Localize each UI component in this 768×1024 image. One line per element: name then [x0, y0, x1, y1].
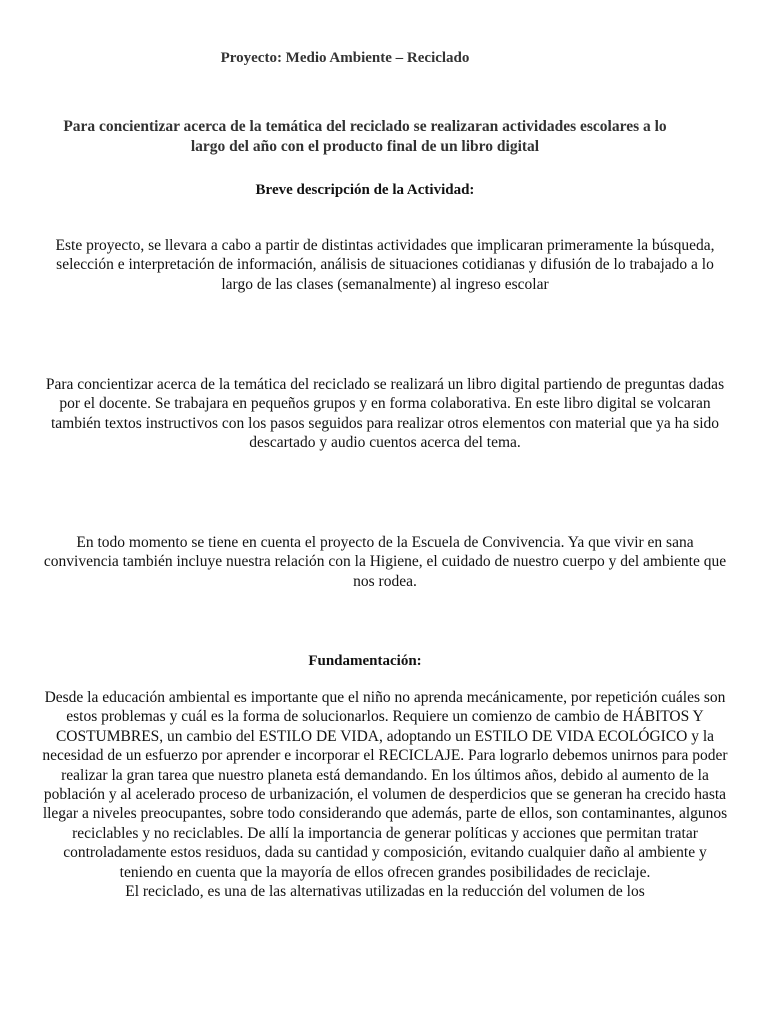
description-paragraph-2: Para concientizar acerca de la temática del reciclado se realizará un libro digital partiendo de preguntas dadas por el docente. Se trabajara en pequeños grupos y en forma colaborativa. En este libro digital se volcaran también textos instructivos con los pasos seguidos para realizar otros elementos con material que ya ha sido descartado y audio cuentos acerca del tema.: [45, 376, 725, 452]
description-paragraph-3: En todo momento se tiene en cuenta el proyecto de la Escuela de Convivencia. Ya que vivir en sana convivencia también incluye nuestra relación con la Higiene, el cuidado de nuestro cuerpo y del ambiente que nos rodea.: [43, 534, 727, 590]
intro-statement: Para concientizar acerca de la temática del reciclado se realizaran actividades escolares a lo largo del año con el producto final de un libro digital: [63, 118, 667, 155]
fundamentacion-paragraph: Desde la educación ambiental es importante que el niño no aprenda mecánicamente, por repetición cuáles son estos problemas y cuál es la forma de solucionarlos. Requiere un comienzo de cambio de HÁBITOS Y COSTUMBRES, un cambio del ESTILO DE VIDA, adoptando un ESTILO DE VIDA ECOLÓGICO y la necesidad de un esfuerzo por aprender e incorporar el RECICLAJE. Para lograrlo debemos unirnos para poder realizar la gran tarea que nuestro planeta está demandando. En los últimos años, debido al aumento de la población y al acelerado proceso de urbanización, el volumen de desperdicios que se generan ha crecido hasta llegar a niveles preocupantes, sobre todo considerando que además, parte de ellos, son contaminantes, algunos reciclables y no reciclables. De allí la importancia de generar políticas y acciones que permitan tratar controladamente estos residuos, dada su cantidad y composición, evitando cualquier daño al ambiente y teniendo en cuenta que la mayoría de ellos ofrecen grandes posibilidades de reciclaje. El reciclado, es una de las alternativas utilizadas en la reducción del volumen de los: [42, 689, 728, 901]
description-paragraph-1: Este proyecto, se llevara a cabo a partir de distintas actividades que implicaran primeramente la búsqueda, selección e interpretación de información, análisis de situaciones cotidianas y difusión de lo trabajado a lo largo de las clases (semanalmente) al ingreso escolar: [55, 237, 715, 293]
fundamentacion-heading: Fundamentación:: [308, 653, 422, 669]
description-heading: Breve descripción de la Actividad:: [255, 182, 475, 198]
document-title: Proyecto: Medio Ambiente – Reciclado: [220, 50, 470, 66]
